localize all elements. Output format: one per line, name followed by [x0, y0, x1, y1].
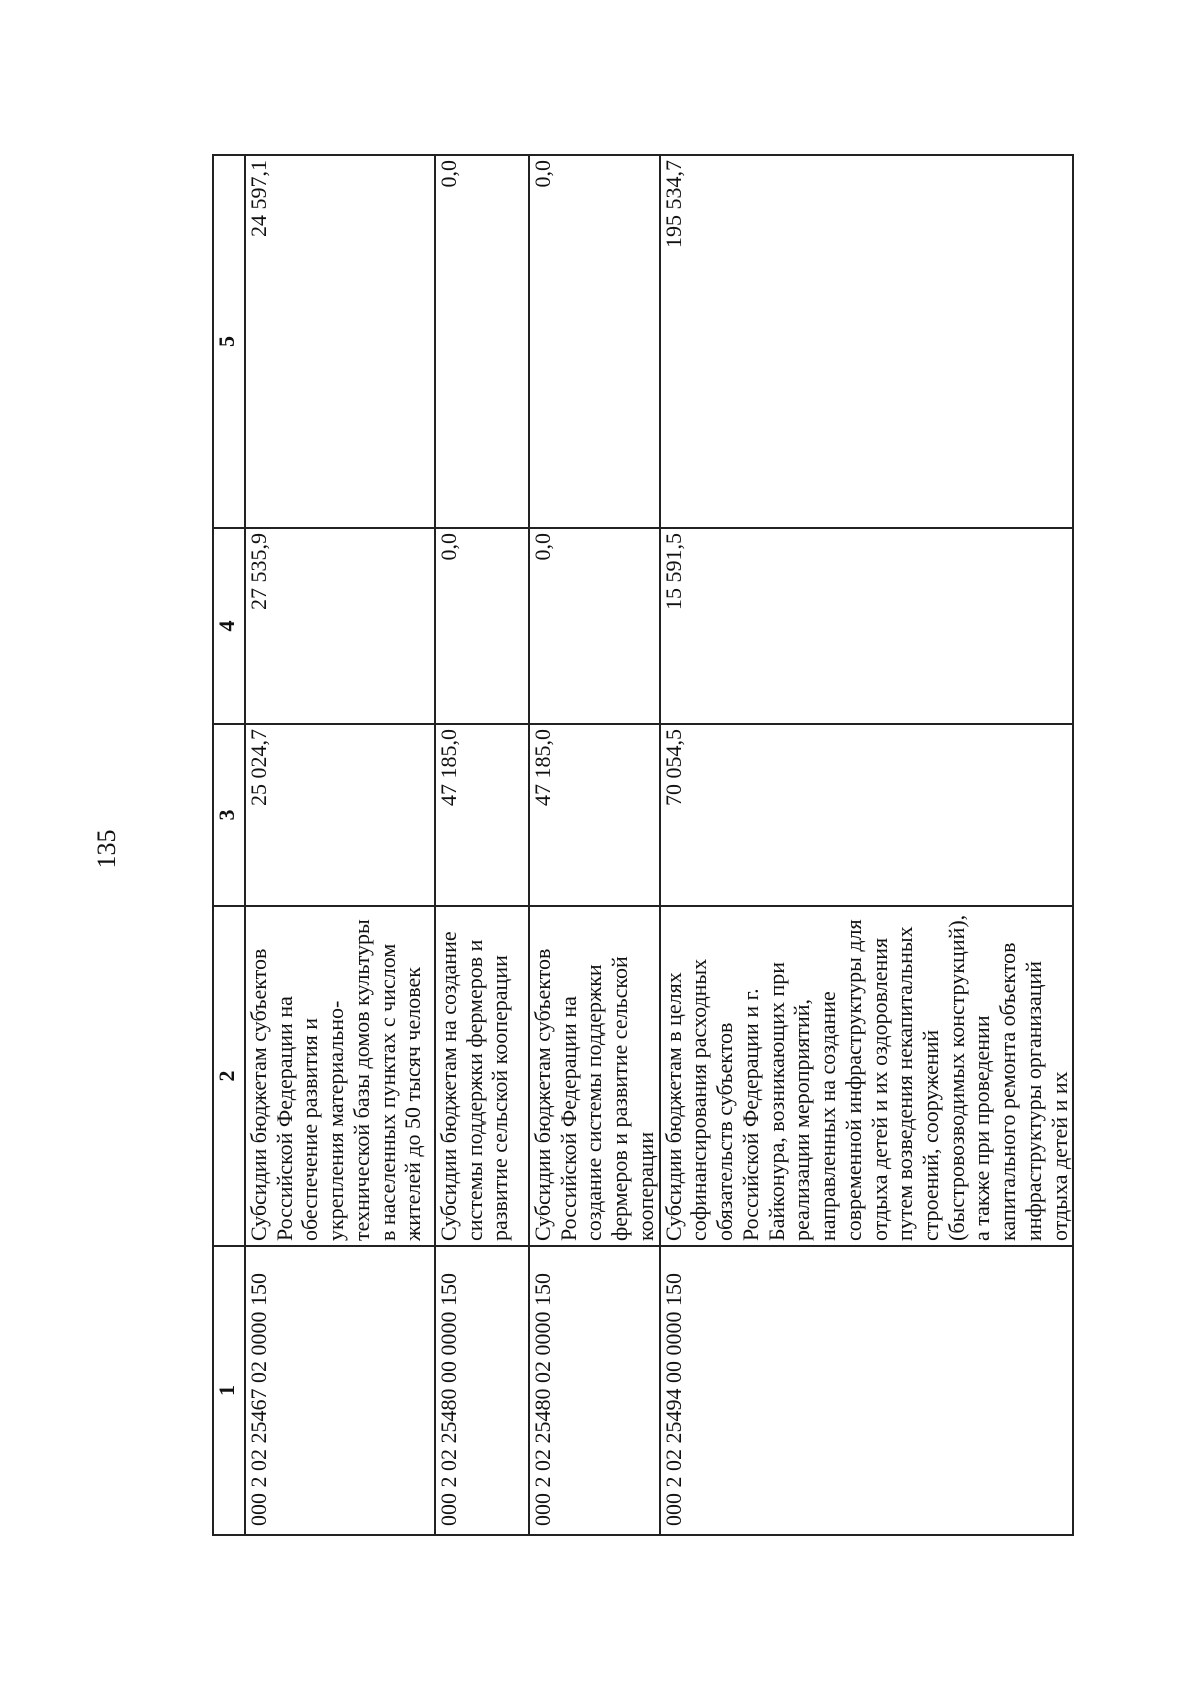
row-description: Субсидии бюджетам субъектов Российской Федерации на обеспечение развития и укрепления материально-технической базы домов культуры в населенных пунктах с числом жителей до 50 тысяч человек	[245, 906, 435, 1246]
header-col-3: 3	[213, 724, 245, 906]
table-row	[529, 155, 660, 1535]
row-value-col4: 0,0	[435, 528, 529, 724]
table-row	[660, 155, 1074, 1535]
row-value-col4: 27 535,9	[245, 528, 435, 724]
table-row	[245, 155, 435, 1535]
row-code: 000 2 02 25467 02 0000 150	[245, 1246, 435, 1535]
row-code: 000 2 02 25480 02 0000 150	[529, 1246, 660, 1535]
header-row	[213, 155, 245, 1535]
budget-table-container	[212, 156, 1092, 1536]
header-col-2: 2	[213, 906, 245, 1246]
budget-table	[212, 154, 1074, 1536]
table-row	[435, 155, 529, 1535]
row-value-col3: 47 185,0	[435, 724, 529, 906]
row-value-col5: 24 597,1	[245, 155, 435, 528]
row-value-col4: 0,0	[529, 528, 660, 724]
row-value-col5: 195 534,7	[660, 155, 1074, 528]
row-value-col3: 25 024,7	[245, 724, 435, 906]
row-value-col5: 0,0	[435, 155, 529, 528]
row-value-col3: 70 054,5	[660, 724, 1074, 906]
row-description: Субсидии бюджетам в целях софинансирования расходных обязательств субъектов Российской Федерации и г. Байконура, возникающих при реализации мероприятий, направленных на создание современной инфраструктуры для отдыха детей и их оздоровления путем возведения некапитальных строений, сооружений (быстровозводимых конструкций), а также при проведении капитального ремонта объектов инфраструктуры организаций отдыха детей и их	[660, 906, 1074, 1246]
page-number: 135	[92, 829, 121, 869]
row-code: 000 2 02 25494 00 0000 150	[660, 1246, 1074, 1535]
row-code: 000 2 02 25480 00 0000 150	[435, 1246, 529, 1535]
header-col-5: 5	[213, 155, 245, 528]
row-value-col4: 15 591,5	[660, 528, 1074, 724]
header-col-4: 4	[213, 528, 245, 724]
row-value-col3: 47 185,0	[529, 724, 660, 906]
header-col-1: 1	[213, 1246, 245, 1535]
row-value-col5: 0,0	[529, 155, 660, 528]
row-description: Субсидии бюджетам на создание системы поддержки фермеров и развитие сельской кооперации	[435, 906, 529, 1246]
row-description: Субсидии бюджетам субъектов Российской Федерации на создание системы поддержки фермеров и развитие сельской кооперации	[529, 906, 660, 1246]
